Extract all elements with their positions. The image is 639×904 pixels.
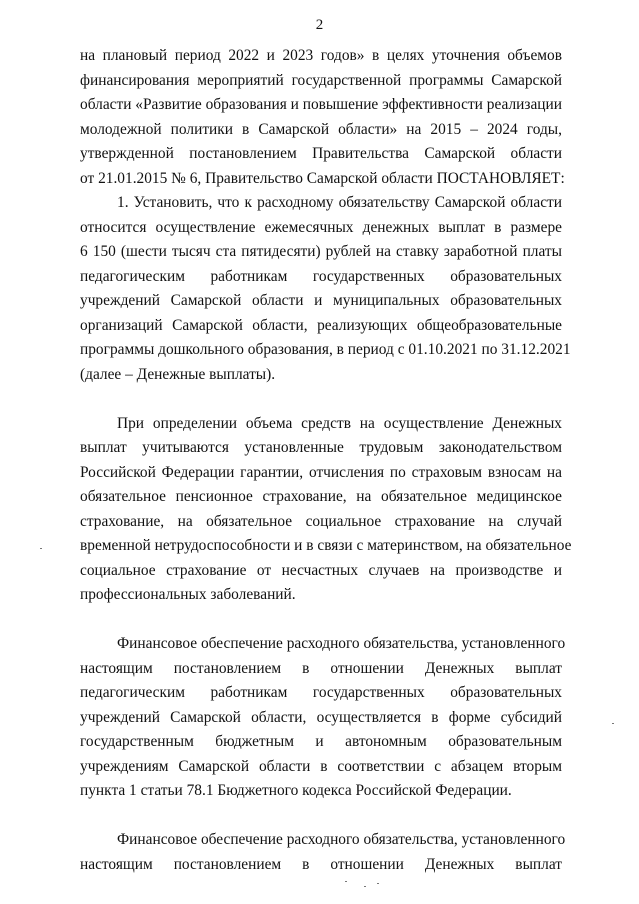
text-line: области «Развитие образования и повышение эффективности реализации	[80, 96, 562, 113]
text-line: настоящим постановлением в отношении Денежных выплат	[80, 855, 562, 873]
paragraph-2	[80, 191, 571, 387]
text-line: от 21.01.2015 № 6, Правительство Самарской области ПОСТАНОВЛЯЕТ:	[80, 169, 565, 187]
paragraph-gap	[80, 804, 562, 829]
text-line: учреждений Самарской области и муниципальных образовательных	[80, 292, 562, 309]
text-line: Финансовое обеспечение расходного обязательства, установленного	[117, 635, 566, 652]
text-line: относится осуществление ежемесячных денежных выплат в размере	[80, 218, 562, 236]
paragraph-3	[80, 412, 572, 608]
text-line: настоящим постановлением в отношении Денежных выплат	[80, 659, 562, 677]
text-line: Российской Федерации гарантии, отчисления по страховым взносам на	[80, 463, 562, 481]
text-line: 6 150 (шести тысяч ста пятидесяти) рублей на ставку заработной платы	[80, 243, 562, 260]
text-line: финансирования мероприятий государственной программы Самарской	[80, 71, 562, 89]
text-line: на плановый период 2022 и 2023 годов» в целях уточнения объемов	[80, 47, 562, 64]
text-line: временной нетрудоспособности и в связи с материнством, на обязательное	[80, 537, 572, 554]
text-line: страхование, на обязательное социальное страхование на случай	[80, 512, 562, 530]
paragraph-1	[80, 44, 565, 191]
text-line: педагогическим работникам государственных образовательных	[80, 684, 562, 701]
body-text	[80, 44, 572, 877]
text-line: пункта 1 статьи 78.1 Бюджетного кодекса Российской Федерации.	[80, 782, 512, 799]
text-line: (далее – Денежные выплаты).	[80, 365, 276, 383]
scan-speck	[377, 883, 379, 884]
paragraph-4	[80, 632, 566, 804]
text-line: утвержденной постановлением Правительства Самарской области	[80, 145, 562, 162]
text-line: организаций Самарской области, реализующих общеобразовательные	[80, 316, 562, 334]
paragraph-gap	[80, 387, 562, 412]
text-line: педагогическим работникам государственных образовательных	[80, 267, 562, 285]
text-line: выплат учитываются установленные трудовым законодательством	[80, 439, 562, 456]
paragraph-gap	[80, 608, 562, 633]
text-line: учреждений Самарской области, осуществляется в форме субсидий	[80, 708, 562, 726]
page-number: 2	[315, 17, 324, 33]
scan-speck	[40, 548, 42, 549]
text-line: Финансовое обеспечение расходного обязательства, установленного	[117, 831, 566, 848]
text-line: учреждениям Самарской области в соответствии с абзацем вторым	[80, 757, 562, 775]
text-line: профессиональных заболеваний.	[80, 586, 296, 603]
text-line: При определении объема средств на осуществление Денежных	[117, 414, 562, 432]
text-line: социальное страхование от несчастных случаев на производстве и	[80, 561, 562, 579]
text-line: молодежной политики в Самарской области» на 2015 – 2024 годы,	[80, 120, 562, 138]
text-line: программы дошкольного образования, в период с 01.10.2021 по 31.12.2021	[80, 341, 571, 358]
text-line: обязательное пенсионное страхование, на обязательное медицинское	[80, 488, 562, 505]
text-line: 1. Установить, что к расходному обязательству Самарской области	[117, 194, 562, 211]
scan-speck	[345, 881, 347, 882]
scan-speck	[364, 886, 366, 887]
scan-speck	[612, 723, 614, 724]
text-line: государственным бюджетным и автономным образовательным	[80, 733, 562, 750]
paragraph-5	[80, 828, 566, 877]
